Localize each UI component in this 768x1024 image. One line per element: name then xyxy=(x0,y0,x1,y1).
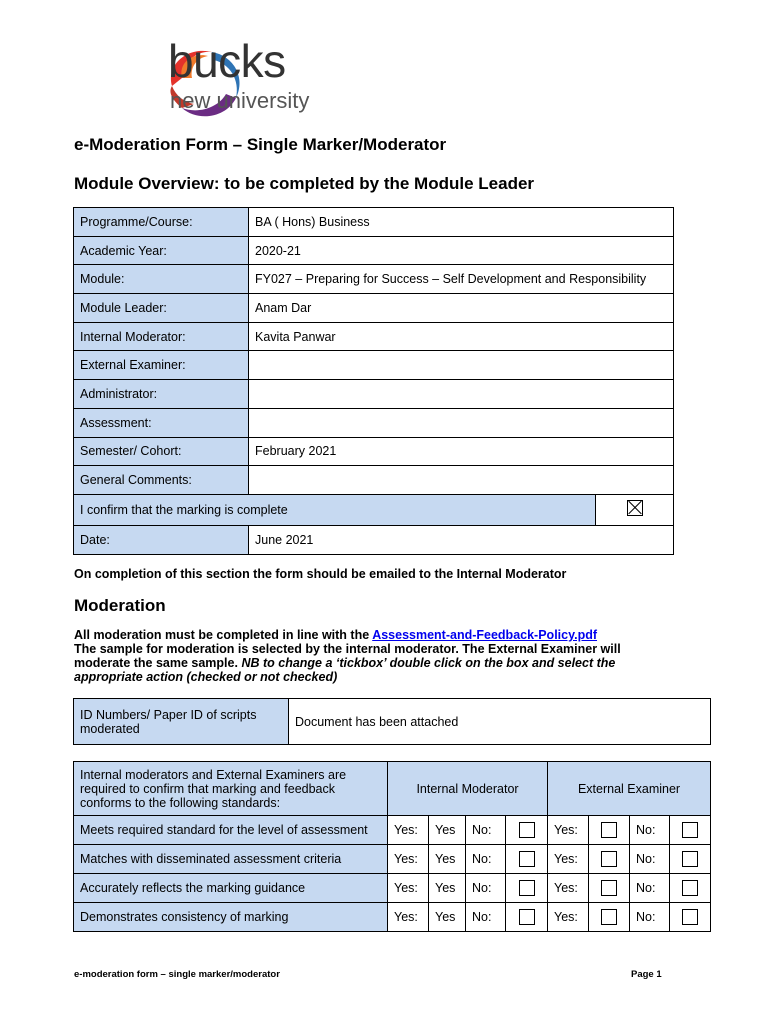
standards-row xyxy=(74,845,711,874)
internal-yes-value[interactable]: Yes xyxy=(429,903,466,932)
internal-moderator-header: Internal Moderator xyxy=(388,762,548,816)
overview-row xyxy=(74,466,674,495)
module-overview-table xyxy=(73,207,674,555)
internal-no-label: No: xyxy=(466,816,506,845)
moderation-heading: Moderation xyxy=(74,596,166,615)
external-no-checkbox[interactable] xyxy=(670,874,711,903)
overview-row xyxy=(74,437,674,466)
standards-table xyxy=(73,761,711,932)
moderation-line-4 xyxy=(74,670,337,684)
overview-label: External Examiner: xyxy=(74,351,249,380)
overview-value[interactable] xyxy=(249,408,674,437)
external-yes-label: Yes: xyxy=(548,845,589,874)
overview-row xyxy=(74,380,674,409)
date-value[interactable]: June 2021 xyxy=(249,525,674,554)
overview-value[interactable] xyxy=(249,351,674,380)
moderation-line-3-italic: NB to change a ‘tickbox’ double click on the box and select the xyxy=(241,656,616,670)
overview-value[interactable] xyxy=(249,380,674,409)
internal-yes-label: Yes: xyxy=(388,874,429,903)
internal-yes-label: Yes: xyxy=(388,845,429,874)
overview-value[interactable]: Anam Dar xyxy=(249,294,674,323)
date-row xyxy=(74,525,674,554)
overview-value[interactable]: Kavita Panwar xyxy=(249,322,674,351)
overview-heading: Module Overview: to be completed by the Module Leader xyxy=(74,174,535,193)
external-no-checkbox[interactable] xyxy=(670,845,711,874)
overview-row xyxy=(74,322,674,351)
logo-subtitle-text: new university xyxy=(170,88,310,113)
external-no-checkbox-box[interactable] xyxy=(682,851,698,867)
internal-no-checkbox[interactable] xyxy=(506,845,548,874)
external-examiner-header: External Examiner xyxy=(548,762,711,816)
standards-header-row xyxy=(74,762,711,816)
overview-row xyxy=(74,351,674,380)
overview-label: Module Leader: xyxy=(74,294,249,323)
moderation-line-2: The sample for moderation is selected by the internal moderator. The External Examiner will xyxy=(74,642,621,656)
moderation-line-3 xyxy=(74,656,615,670)
footer-left: e-moderation form – single marker/moderator xyxy=(74,969,280,980)
internal-no-checkbox[interactable] xyxy=(506,903,548,932)
internal-no-checkbox-box[interactable] xyxy=(519,822,535,838)
id-numbers-label: ID Numbers/ Paper ID of scripts moderated xyxy=(74,699,289,745)
internal-yes-value[interactable]: Yes xyxy=(429,874,466,903)
overview-value[interactable]: BA ( Hons) Business xyxy=(249,208,674,237)
criterion-label: Meets required standard for the level of assessment xyxy=(74,816,388,845)
internal-no-label: No: xyxy=(466,874,506,903)
external-no-checkbox[interactable] xyxy=(670,816,711,845)
overview-value[interactable] xyxy=(249,466,674,495)
overview-label: General Comments: xyxy=(74,466,249,495)
overview-row xyxy=(74,408,674,437)
standards-row xyxy=(74,874,711,903)
overview-label: Assessment: xyxy=(74,408,249,437)
internal-no-label: No: xyxy=(466,903,506,932)
moderation-line-3-normal: moderate the same sample. xyxy=(74,656,242,670)
external-no-checkbox-box[interactable] xyxy=(682,822,698,838)
overview-label: Academic Year: xyxy=(74,236,249,265)
external-no-label: No: xyxy=(630,903,670,932)
completion-note: On completion of this section the form should be emailed to the Internal Moderator xyxy=(74,567,567,581)
overview-value[interactable]: February 2021 xyxy=(249,437,674,466)
confirm-row xyxy=(74,494,674,525)
overview-label: Programme/Course: xyxy=(74,208,249,237)
internal-no-checkbox[interactable] xyxy=(506,874,548,903)
overview-label: Administrator: xyxy=(74,380,249,409)
internal-no-checkbox[interactable] xyxy=(506,816,548,845)
logo-brand-text: bucks xyxy=(168,35,286,87)
internal-no-label: No: xyxy=(466,845,506,874)
standards-intro: Internal moderators and External Examiners are required to confirm that marking and feedback conforms to the following standards: xyxy=(74,762,388,816)
internal-yes-value[interactable]: Yes xyxy=(429,816,466,845)
external-yes-checkbox-box[interactable] xyxy=(601,909,617,925)
policy-link[interactable]: Assessment-and-Feedback-Policy.pdf xyxy=(372,628,598,642)
external-no-checkbox[interactable] xyxy=(670,903,711,932)
criterion-label: Matches with disseminated assessment criteria xyxy=(74,845,388,874)
confirm-checkbox[interactable] xyxy=(627,500,643,516)
external-yes-checkbox-box[interactable] xyxy=(601,822,617,838)
internal-no-checkbox-box[interactable] xyxy=(519,909,535,925)
external-no-label: No: xyxy=(630,845,670,874)
date-label: Date: xyxy=(74,525,249,554)
internal-yes-label: Yes: xyxy=(388,903,429,932)
external-yes-checkbox[interactable] xyxy=(589,874,630,903)
external-no-checkbox-box[interactable] xyxy=(682,909,698,925)
confirm-cell xyxy=(596,494,674,525)
policy-prefix: All moderation must be completed in line with the xyxy=(74,628,373,642)
overview-label: Module: xyxy=(74,265,249,294)
footer-page-number: Page 1 xyxy=(631,969,662,980)
confirm-label: I confirm that the marking is complete xyxy=(74,494,596,525)
external-yes-checkbox[interactable] xyxy=(589,816,630,845)
overview-row xyxy=(74,208,674,237)
internal-no-checkbox-box[interactable] xyxy=(519,880,535,896)
overview-row xyxy=(74,294,674,323)
internal-yes-value[interactable]: Yes xyxy=(429,845,466,874)
external-yes-checkbox[interactable] xyxy=(589,845,630,874)
external-yes-checkbox-box[interactable] xyxy=(601,880,617,896)
external-no-label: No: xyxy=(630,874,670,903)
id-numbers-table xyxy=(73,698,711,745)
external-yes-label: Yes: xyxy=(548,816,589,845)
form-title: e-Moderation Form – Single Marker/Moderator xyxy=(74,135,447,154)
overview-value[interactable]: FY027 – Preparing for Success – Self Development and Responsibility xyxy=(249,265,674,294)
external-yes-label: Yes: xyxy=(548,874,589,903)
criterion-label: Accurately reflects the marking guidance xyxy=(74,874,388,903)
moderation-line-1 xyxy=(74,628,597,642)
external-no-checkbox-box[interactable] xyxy=(682,880,698,896)
id-numbers-value[interactable]: Document has been attached xyxy=(289,699,711,745)
internal-yes-label: Yes: xyxy=(388,816,429,845)
external-yes-checkbox-box[interactable] xyxy=(601,851,617,867)
external-yes-label: Yes: xyxy=(548,903,589,932)
moderation-line-4-italic: appropriate action (checked or not checked) xyxy=(74,670,338,684)
standards-row xyxy=(74,816,711,845)
standards-row xyxy=(74,903,711,932)
overview-row xyxy=(74,236,674,265)
external-no-label: No: xyxy=(630,816,670,845)
overview-row xyxy=(74,265,674,294)
internal-no-checkbox-box[interactable] xyxy=(519,851,535,867)
overview-label: Semester/ Cohort: xyxy=(74,437,249,466)
overview-label: Internal Moderator: xyxy=(74,322,249,351)
external-yes-checkbox[interactable] xyxy=(589,903,630,932)
overview-value[interactable]: 2020-21 xyxy=(249,236,674,265)
criterion-label: Demonstrates consistency of marking xyxy=(74,903,388,932)
